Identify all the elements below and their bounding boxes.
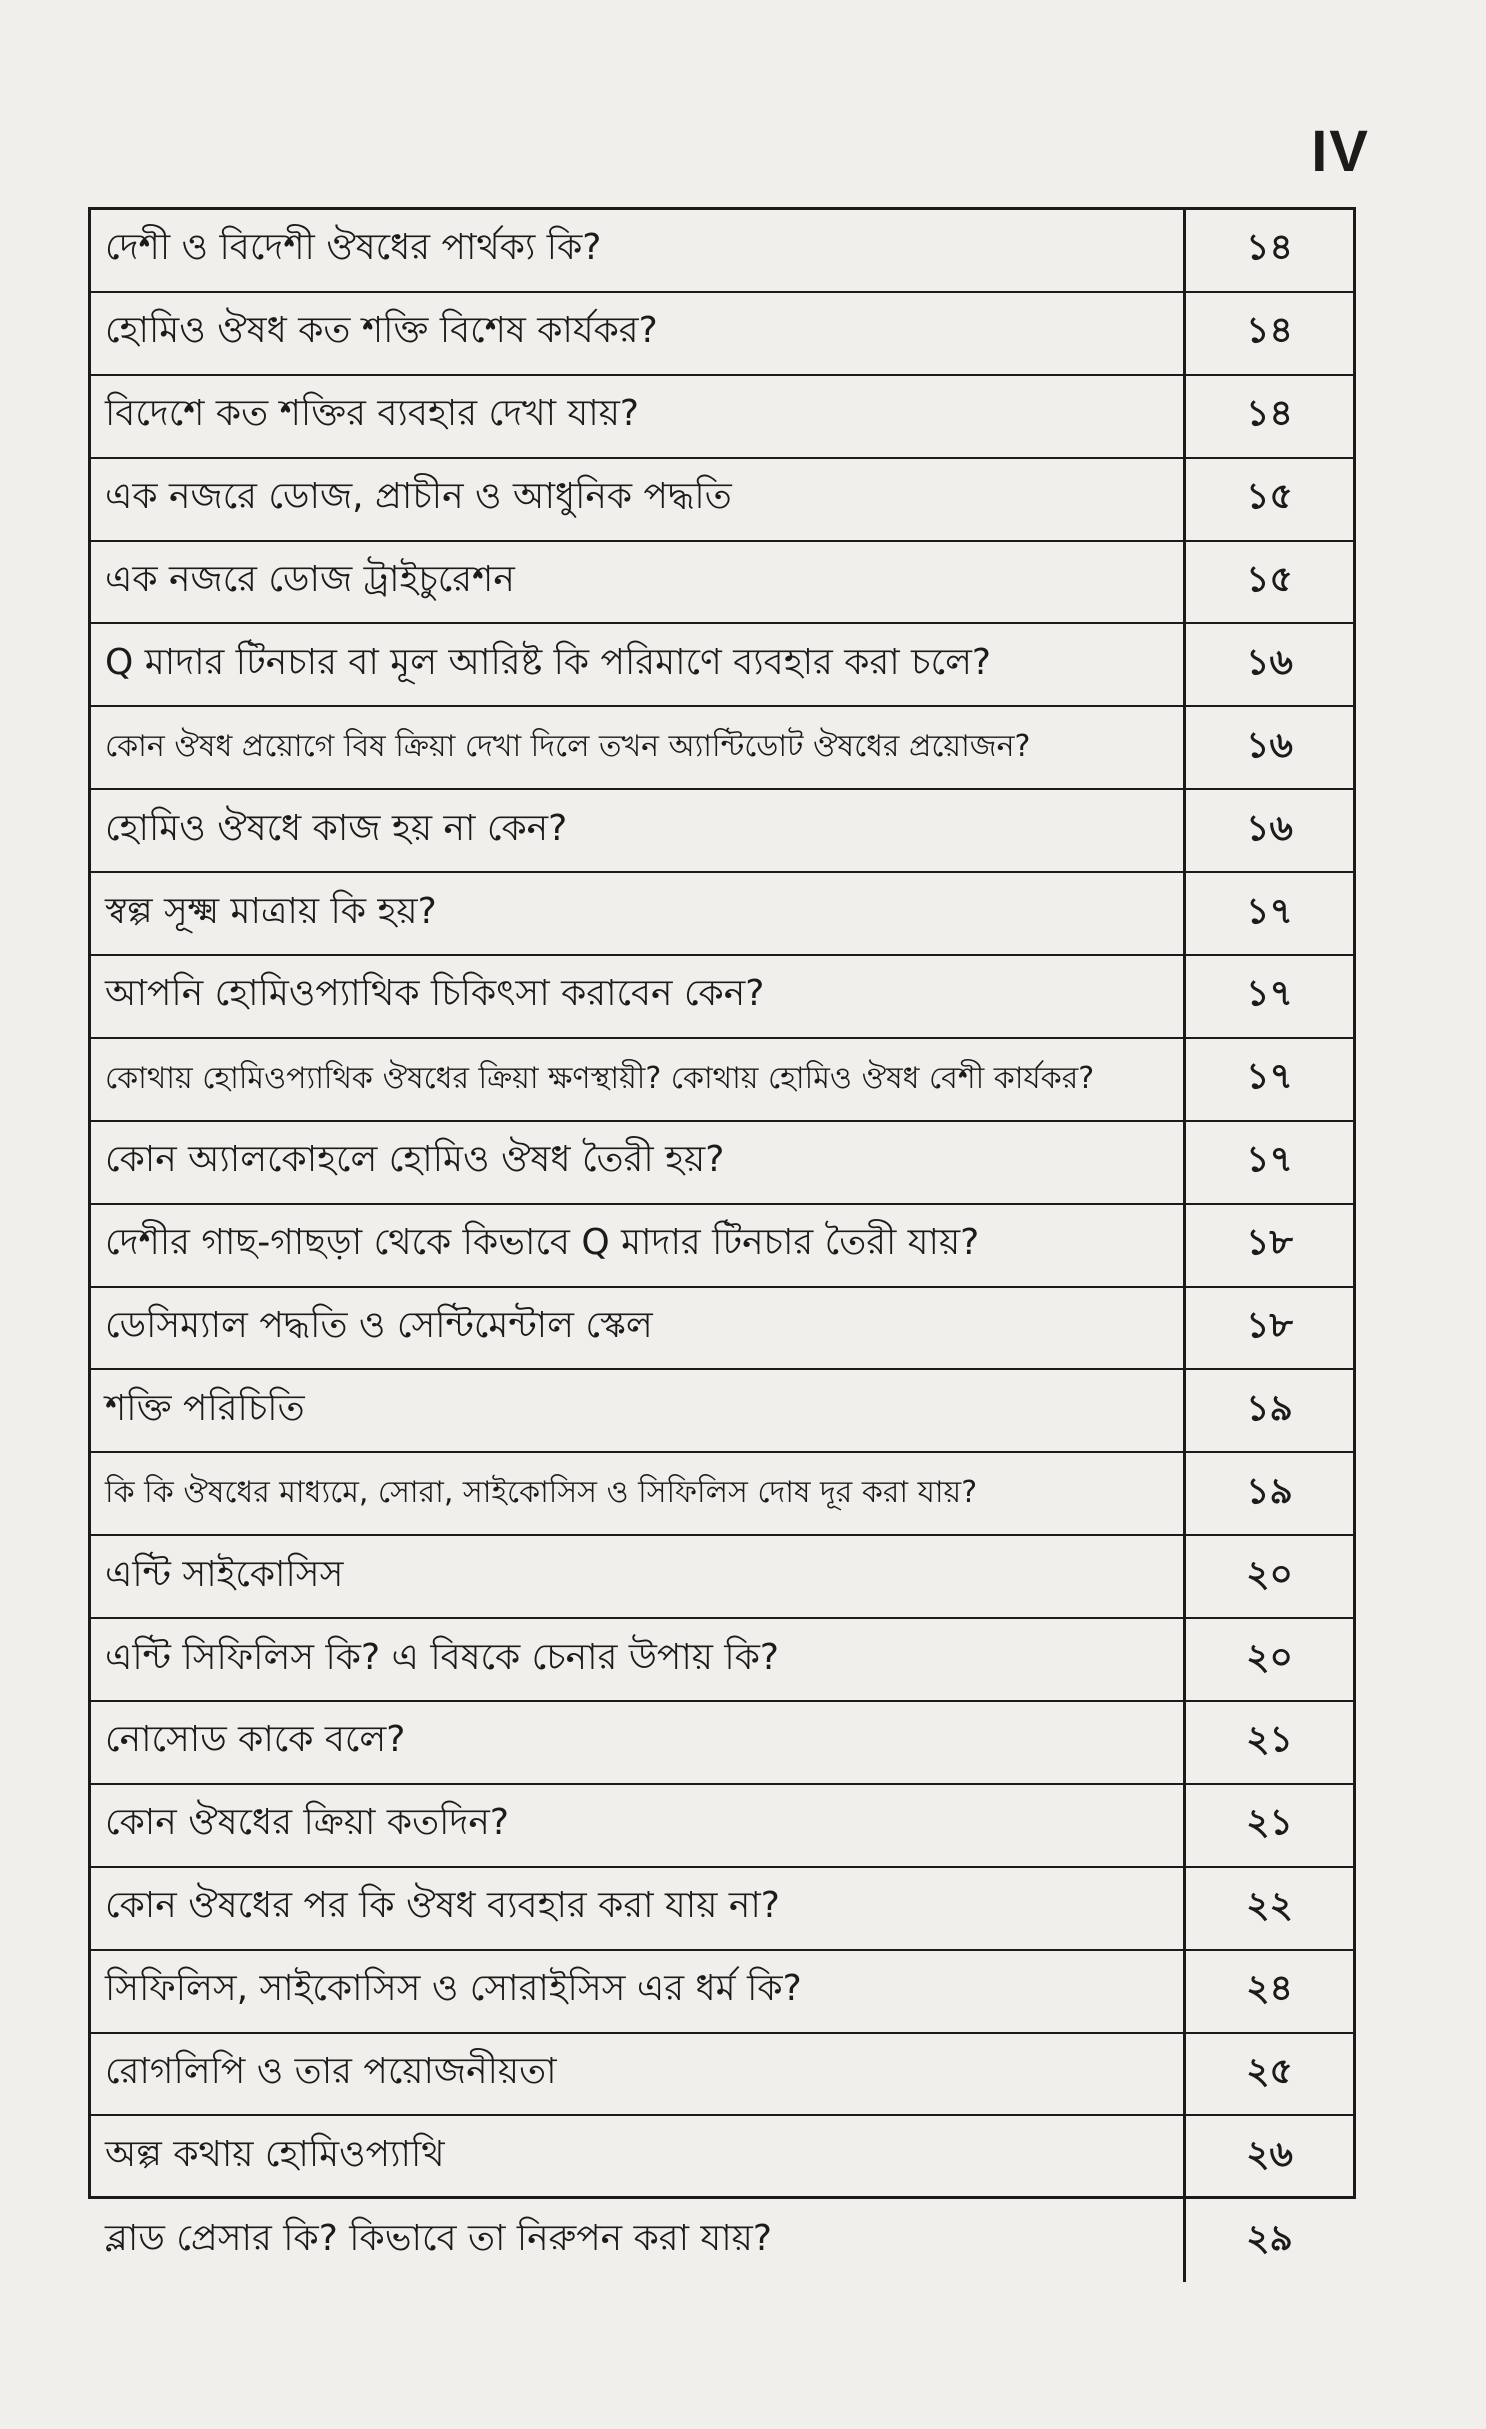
toc-entry-title: ব্লাড প্রেসার কি? কিভাবে তা নিরুপন করা যায়?	[105, 2217, 772, 2259]
toc-row	[91, 1702, 1353, 1785]
toc-entry-title: হোমিও ঔষধ কত শক্তি বিশেষ কার্যকর?	[105, 310, 658, 352]
toc-entry-title: এক নজরে ডোজ, প্রাচীন ও আধুনিক পদ্ধতি	[105, 476, 732, 518]
toc-entry-title: এন্টি সাইকোসিস	[105, 1553, 344, 1595]
toc-entry-title: শক্তি পরিচিতি	[105, 1387, 305, 1429]
toc-row	[91, 1453, 1353, 1536]
toc-row	[91, 790, 1353, 873]
table-of-contents	[88, 207, 1356, 2259]
toc-row	[91, 2034, 1353, 2117]
toc-entry-page: ১৫	[1183, 542, 1353, 623]
toc-entry-title: দেশী ও বিদেশী ঔষধের পার্থক্য কি?	[105, 227, 602, 269]
toc-row	[91, 707, 1353, 790]
toc-entry-page: ১৭	[1183, 956, 1353, 1037]
toc-row	[91, 1868, 1353, 1951]
toc-entry-page: ১৭	[1183, 1039, 1353, 1120]
toc-entry-page: ২৫	[1183, 2034, 1353, 2115]
toc-row	[91, 1288, 1353, 1371]
toc-entry-page: ১৯	[1183, 1453, 1353, 1534]
toc-entry-page: ১৮	[1183, 1288, 1353, 1369]
toc-row	[91, 1370, 1353, 1453]
toc-entry-title: দেশীর গাছ-গাছড়া থেকে কিভাবে Q মাদার টিনচার তৈরী যায়?	[105, 1222, 980, 1264]
toc-row	[91, 2199, 1353, 2282]
toc-entry-title: কোন ঔষধের পর কি ঔষধ ব্যবহার করা যায় না?	[105, 1885, 780, 1927]
toc-entry-page: ১৬	[1183, 707, 1353, 788]
toc-row	[91, 1619, 1353, 1702]
toc-row	[91, 1122, 1353, 1205]
toc-row	[91, 459, 1353, 542]
toc-entry-page: ১৪	[1183, 293, 1353, 374]
toc-entry-page: ১৪	[1183, 376, 1353, 457]
toc-entry-page: ১৭	[1183, 1122, 1353, 1203]
toc-row	[91, 1205, 1353, 1288]
toc-entry-page: ১৫	[1183, 459, 1353, 540]
toc-entry-page: ২৯	[1183, 2199, 1353, 2282]
toc-entry-page: ১৯	[1183, 1370, 1353, 1451]
toc-entry-page: ১৬	[1183, 624, 1353, 705]
toc-entry-title: কি কি ঔষধের মাধ্যমে, সোরা, সাইকোসিস ও সিফিলিস দোষ দূর করা যায়?	[105, 1475, 978, 1511]
toc-row	[91, 624, 1353, 707]
toc-row	[91, 1951, 1353, 2034]
toc-entry-page: ২৬	[1183, 2116, 1353, 2197]
toc-entry-title: বিদেশে কত শক্তির ব্যবহার দেখা যায়?	[105, 393, 640, 435]
toc-entry-title: এক নজরে ডোজ ট্রাইচুরেশন	[105, 559, 515, 600]
toc-row	[91, 1039, 1353, 1122]
toc-entry-title: সিফিলিস, সাইকোসিস ও সোরাইসিস এর ধর্ম কি?	[105, 1968, 802, 2010]
toc-row	[91, 956, 1353, 1039]
toc-entry-page: ১৮	[1183, 1205, 1353, 1286]
toc-row	[91, 376, 1353, 459]
toc-entry-title: কোন ঔষধ প্রয়োগে বিষ ক্রিয়া দেখা দিলে তখন অ্যান্টিডোট ঔষধের প্রয়োজন?	[105, 729, 1031, 765]
toc-row	[91, 293, 1353, 376]
toc-entry-title: কোন ঔষধের ক্রিয়া কতদিন?	[105, 1802, 509, 1844]
toc-entry-title: ডেসিম্যাল পদ্ধতি ও সেন্টিমেন্টাল স্কেল	[105, 1305, 653, 1347]
toc-entry-page: ২২	[1183, 1868, 1353, 1949]
toc-entry-title: হোমিও ঔষধে কাজ হয় না কেন?	[105, 807, 568, 849]
page-number: IV	[1311, 119, 1370, 184]
toc-entry-title: কোন অ্যালকোহলে হোমিও ঔষধ তৈরী হয়?	[105, 1139, 725, 1181]
toc-entry-page: ২১	[1183, 1702, 1353, 1783]
toc-entry-title: এন্টি সিফিলিস কি? এ বিষকে চেনার উপায় কি?	[105, 1636, 780, 1678]
toc-entry-page: ২০	[1183, 1536, 1353, 1617]
toc-row	[91, 210, 1353, 293]
toc-row	[91, 1536, 1353, 1619]
toc-row	[91, 2116, 1353, 2199]
toc-entry-title: আপনি হোমিওপ্যাথিক চিকিৎসা করাবেন কেন?	[105, 973, 765, 1015]
toc-entry-page: ২১	[1183, 1785, 1353, 1866]
toc-entry-title: অল্প কথায় হোমিওপ্যাথি	[105, 2133, 445, 2175]
toc-entry-page: ২৪	[1183, 1951, 1353, 2032]
toc-entry-page: ১৭	[1183, 873, 1353, 954]
toc-row	[91, 1785, 1353, 1868]
toc-entry-page: ২০	[1183, 1619, 1353, 1700]
toc-entry-title: নোসোড কাকে বলে?	[105, 1719, 406, 1761]
toc-entry-title: রোগলিপি ও তার পয়োজনীয়তা	[105, 2051, 557, 2093]
toc-entry-title: Q মাদার টিনচার বা মূল আরিষ্ট কি পরিমাণে ব্যবহার করা চলে?	[105, 641, 991, 683]
toc-row	[91, 542, 1353, 625]
toc-entry-title: স্বল্প সূক্ষ্ম মাত্রায় কি হয়?	[105, 890, 437, 932]
toc-entry-title: কোথায় হোমিওপ্যাথিক ঔষধের ক্রিয়া ক্ষণস্থায়ী? কোথায় হোমিও ঔষধ বেশী কার্যকর?	[105, 1060, 1095, 1096]
toc-entry-page: ১৬	[1183, 790, 1353, 871]
toc-entry-page: ১৪	[1183, 210, 1353, 291]
toc-row	[91, 873, 1353, 956]
